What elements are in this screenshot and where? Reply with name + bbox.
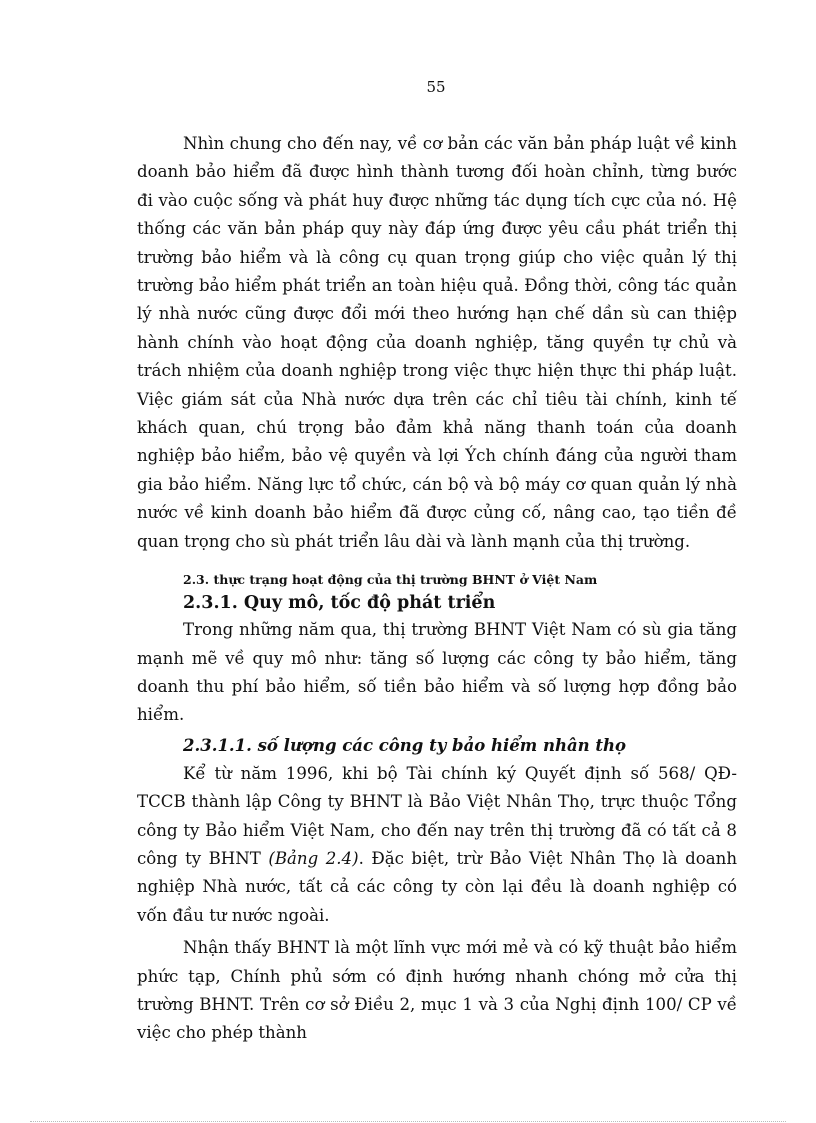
table-reference: (Bảng 2.4) <box>268 848 359 868</box>
paragraph-market-growth: Trong những năm qua, thị trường BHNT Việt Nam có sù gia tăng mạnh mẽ về quy mô như: tăng số lượng các công ty bảo hiểm, tăng doanh thu phí bảo hiểm, số tiền bảo hiểm và số lượng hợp đồng bảo hiểm. <box>137 620 737 725</box>
heading-2-3: 2.3. thực trạng hoạt động của thị trường BHNT ở Việt Nam <box>183 572 598 588</box>
page-number: 55 <box>426 78 446 96</box>
heading-2-3-1-1: 2.3.1.1. số lượng các công ty bảo hiểm nhân thọ <box>183 735 627 755</box>
paragraph-legal-framework: Nhìn chung cho đến nay, về cơ bản các văn bản pháp luật về kinh doanh bảo hiểm đã được hình thành tương đối hoàn chỉnh, từng bước đi vào cuộc sống và phát huy được những tác dụng tích cực của nó. Hệ thống các văn bản pháp quy này đáp ứng được yêu cầu phát triển thị trường bảo hiểm và là công cụ quan trọng giúp cho việc quản lý thị trường bảo hiểm phát triển an toàn hiệu quả. Đồng thời, công tác quản lý nhà nước cũng được đổi mới theo hướng hạn chế dần sù can thiệp hành chính vào hoạt động của doanh nghiệp, tăng quyền tự chủ và trách nhiệm của doanh nghiệp trong việc thực hiện thực thi pháp luật. Việc giám sát của Nhà nước dựa trên các chỉ tiêu tài chính, kinh tế khách quan, chú trọng bảo đảm khả năng thanh toán của doanh nghiệp bảo hiểm, bảo vệ quyền và lợi Ých chính đáng của người tham gia bảo hiểm. Năng lực tổ chức, cán bộ và bộ máy cơ quan quản lý nhà nước về kinh doanh bảo hiểm đã được củng cố, nâng cao, tạo tiền đề quan trọng cho sù phát triển lâu dài và lành mạnh của thị trường. <box>137 134 737 551</box>
document-body <box>137 130 737 1048</box>
paragraph-text-end: . Đặc biệt, trừ Bảo Việt Nhân Thọ là doanh nghiệp Nhà nước, tất cả các công ty còn lại đều là doanh nghiệp có vốn đầu tư nước ngoài. <box>137 848 738 925</box>
page-bottom-divider <box>30 1121 786 1122</box>
paragraph-text-start: Kể từ năm 1996, khi bộ Tài chính ký Quyết định số 568/ QĐ-TCCB thành lập Công ty BHNT là Bảo Việt Nhân Thọ, trực thuộc Tổng công ty Bảo hiểm Việt Nam, cho đến nay trên thị trường đã có tất cả 8 công ty BHNT <box>137 763 737 868</box>
paragraph-number-of-companies <box>137 760 737 930</box>
paragraph-market-opening: Nhận thấy BHNT là một lĩnh vực mới mẻ và có kỹ thuật bảo hiểm phức tạp, Chính phủ sớm có định hướng nhanh chóng mở cửa thị trường BHNT. Trên cơ sở Điều 2, mục 1 và 3 của Nghị định 100/ CP về việc cho phép thành <box>137 938 737 1043</box>
heading-2-3-1: 2.3.1. Quy mô, tốc độ phát triển <box>183 593 496 614</box>
